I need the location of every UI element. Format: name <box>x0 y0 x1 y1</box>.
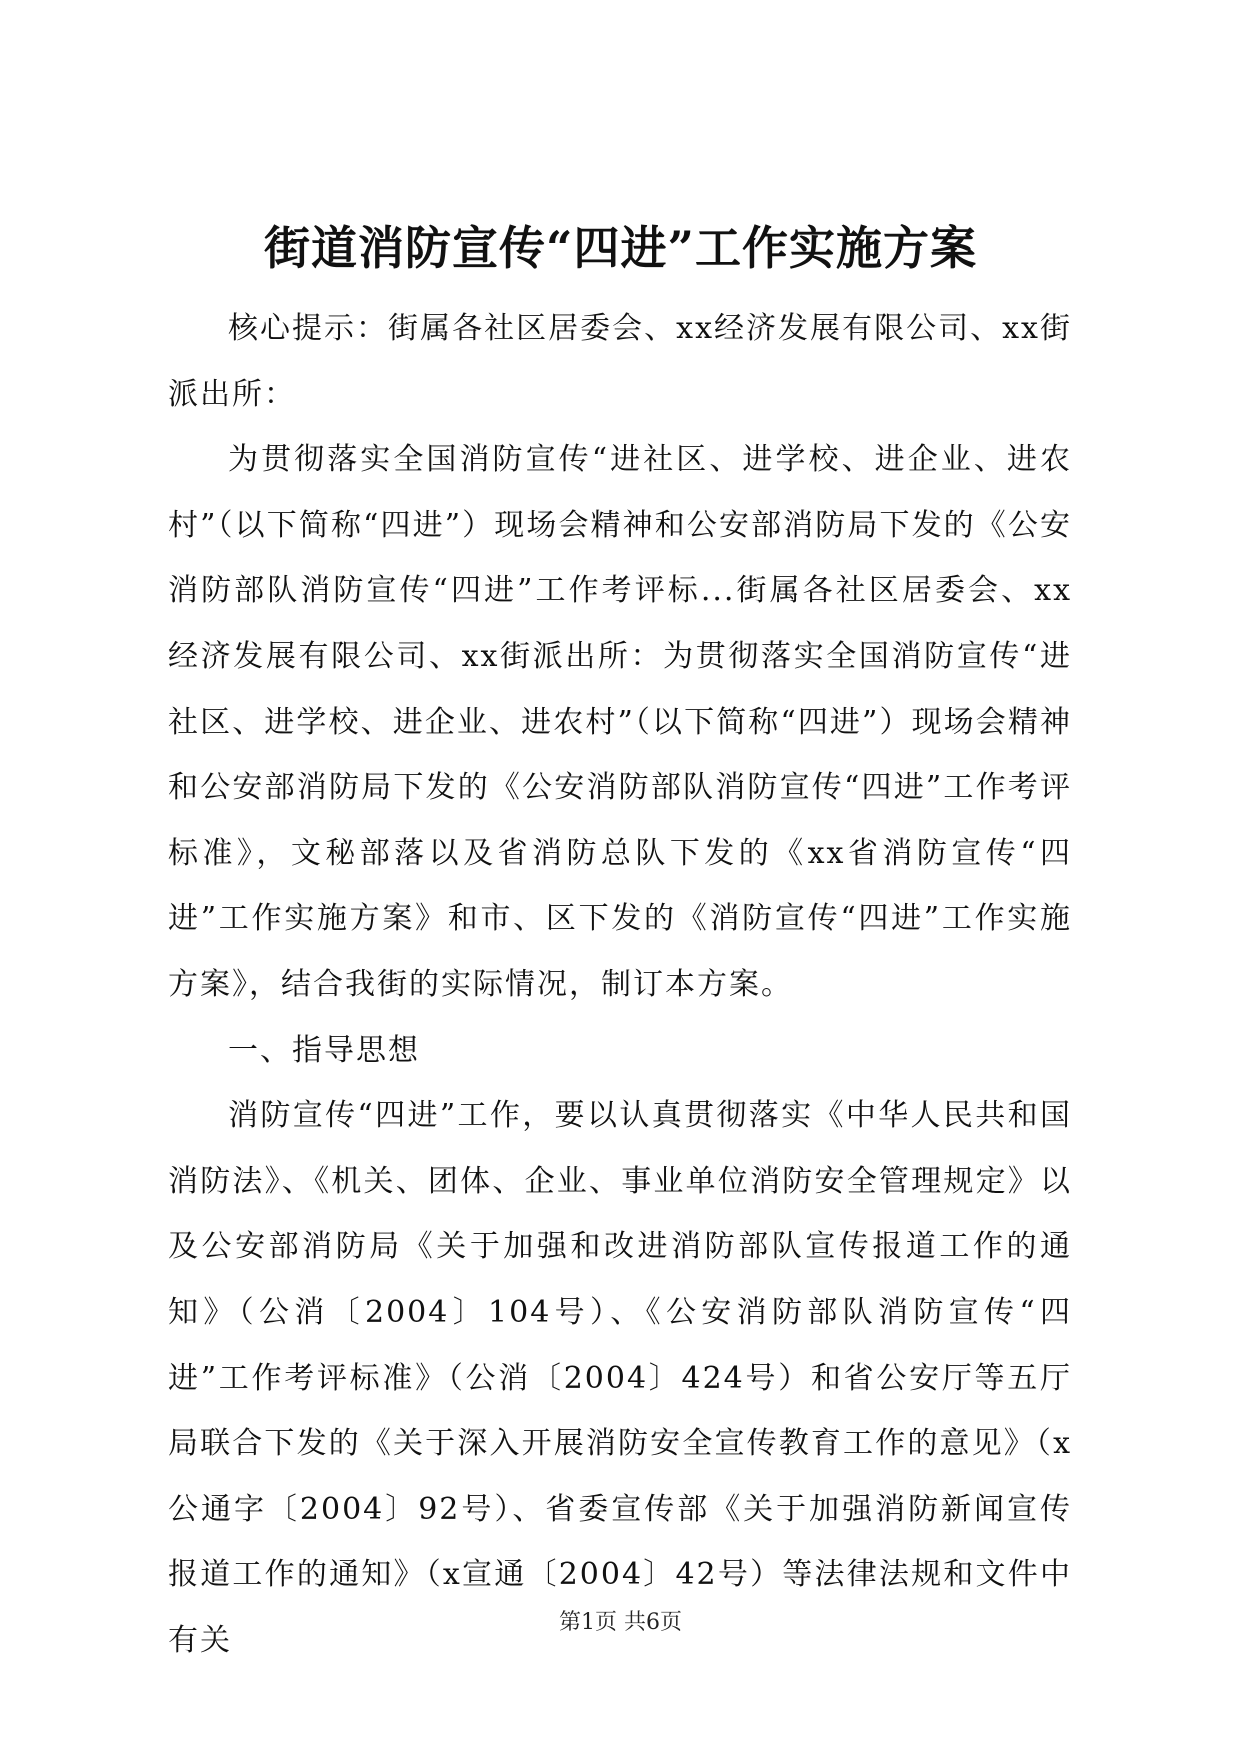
paragraph-intro: 核心提示：街属各社区居委会、xx经济发展有限公司、xx街派出所： <box>168 311 1072 412</box>
paragraph-purpose: 为贯彻落实全国消防宣传“进社区、进学校、进企业、进农村”（以下简称“四进”）现场会精神和公安部消防局下发的《公安消防部队消防宣传“四进”工作考评标...街属各社区居委会、xx经济发展有限公司、xx街派出所：为贯彻落实全国消防宣传“进社区、进学校、进企业、进农村”（以下简称“四进”）现场会精神和公安部消防局下发的《公安消防部队消防宣传“四进”工作考评标准》，文秘部落以及省消防总队下发的《xx省消防宣传“四进”工作实施方案》和市、区下发的《消防宣传“四进”工作实施方案》，结合我街的实际情况，制订本方案。 <box>168 442 1072 1002</box>
paragraph-guiding-ideology: 消防宣传“四进”工作，要以认真贯彻落实《中华人民共和国消防法》、《机关、团体、企业、事业单位消防安全管理规定》以及公安部消防局《关于加强和改进消防部队宣传报道工作的通知》（公消〔2004〕104号）、《公安消防部队消防宣传“四进”工作考评标准》（公消〔2004〕424号）和省公安厅等五厅局联合下发的《关于深入开展消防安全宣传教育工作的意见》（x公通字〔2004〕92号）、省委宣传部《关于加强消防新闻宣传报道工作的通知》（x宣通〔2004〕42号）等法律法规和文件中有关 <box>168 1098 1072 1658</box>
page-number-footer: 第1页 共6页 <box>559 1610 682 1635</box>
document-title: 街道消防宣传“四进”工作实施方案 <box>264 221 977 275</box>
document-body <box>168 296 1072 1673</box>
section-heading-guiding-ideology: 一、指导思想 <box>228 1032 420 1068</box>
